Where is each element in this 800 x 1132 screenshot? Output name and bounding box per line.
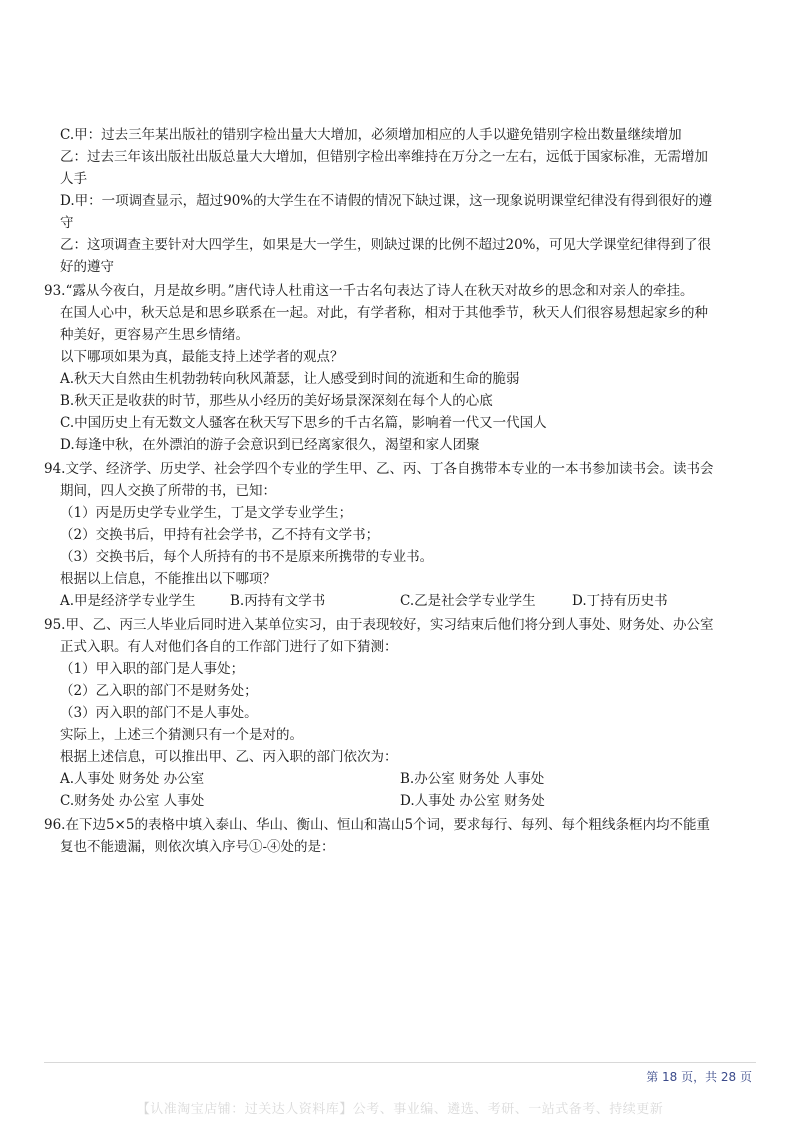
text-line: 正式入职。有人对他们各自的工作部门进行了如下猜测： <box>60 639 398 655</box>
watermark-text: 【认准淘宝店铺：过关达人资料库】公考、事业编、遴选、考研、一站式备考、持续更新 <box>136 1102 664 1117</box>
text-line: C.甲：过去三年某出版社的错别字检出量大大增加，必须增加相应的人手以避免错别字检出数量继续增加 <box>60 127 682 143</box>
text-line: A.秋天大自然由生机勃勃转向秋风萧瑟，让人感受到时间的流逝和生命的脆弱 <box>60 371 520 387</box>
question-95-options-row-2 <box>44 790 760 812</box>
option-c: C.乙是社会学专业学生 <box>400 593 536 609</box>
text-line: （3）交换书后，每个人所持有的书不是原来所携带的专业书。 <box>60 549 434 565</box>
page-content <box>44 124 760 858</box>
text-line: 守 <box>60 215 74 231</box>
question-93 <box>44 280 760 456</box>
option-d: D.丁持有历史书 <box>572 593 668 609</box>
question-92-continued <box>44 124 760 278</box>
text-line: 93.“露从今夜白，月是故乡明。”唐代诗人杜甫这一千古名句表达了诗人在秋天对故乡的思念和对亲人的牵挂。 <box>44 283 694 299</box>
text-line: 种美好，更容易产生思乡情绪。 <box>60 327 249 343</box>
option-a: A.甲是经济学专业学生 <box>60 593 196 609</box>
text-line: （1）丙是历史学专业学生，丁是文学专业学生； <box>60 505 353 521</box>
text-line: 以下哪项如果为真，最能支持上述学者的观点？ <box>60 349 344 365</box>
text-line: 人手 <box>60 171 87 187</box>
option-c: C.财务处 办公室 人事处 <box>60 793 205 809</box>
question-94 <box>44 458 760 590</box>
text-line: 96.在下边5×5的表格中填入泰山、华山、衡山、恒山和嵩山5个词，要求每行、每列、每个粗线条框内均不能重 <box>44 817 711 833</box>
text-line: 好的遵守 <box>60 259 114 275</box>
option-d: D.人事处 办公室 财务处 <box>400 793 545 809</box>
text-line: D.甲：一项调查显示，超过90%的大学生在不请假的情况下缺过课，这一现象说明课堂纪律没有得到很好的遵 <box>60 193 713 209</box>
text-line: 94.文学、经济学、历史学、社会学四个专业的学生甲、乙、丙、丁各自携带本专业的一本书参加读书会。读书会 <box>44 461 714 477</box>
page-number: 第 18 页，共 28 页 <box>646 1070 752 1084</box>
text-line: 乙：过去三年该出版社出版总量大大增加，但错别字检出率维持在万分之一左右，远低于国家标准，无需增加 <box>60 149 708 165</box>
text-line: （3）丙入职的部门不是人事处。 <box>60 705 258 721</box>
text-line: 实际上，上述三个猜测只有一个是对的。 <box>60 727 303 743</box>
option-b: B.办公室 财务处 人事处 <box>400 771 545 787</box>
text-line: 乙：这项调查主要针对大四学生，如果是大一学生，则缺过课的比例不超过20%，可见大学课堂纪律得到了很 <box>60 237 712 253</box>
text-line: 95.甲、乙、丙三人毕业后同时进入某单位实习，由于表现较好，实习结束后他们将分到人事处、财务处、办公室 <box>44 617 714 633</box>
text-line: D.每逢中秋，在外漂泊的游子会意识到已经离家很久，渴望和家人团聚 <box>60 437 480 453</box>
text-line: 在国人心中，秋天总是和思乡联系在一起。对此，有学者称，相对于其他季节，秋天人们很容易想起家乡的种 <box>60 305 708 321</box>
question-95 <box>44 614 760 768</box>
text-line: （1）甲入职的部门是人事处； <box>60 661 245 677</box>
text-line: （2）交换书后，甲持有社会学书，乙不持有文学书； <box>60 527 380 543</box>
option-b: B.丙持有文学书 <box>230 593 326 609</box>
question-95-options-row-1 <box>44 768 760 790</box>
text-line: 复也不能遗漏，则依次填入序号①-④处的是： <box>60 839 335 855</box>
question-94-options <box>44 590 760 612</box>
text-line: 根据上述信息，可以推出甲、乙、丙入职的部门依次为： <box>60 749 398 765</box>
footer-divider <box>44 1062 756 1063</box>
text-line: 根据以上信息，不能推出以下哪项？ <box>60 571 276 587</box>
option-a: A.人事处 财务处 办公室 <box>60 771 205 787</box>
text-line: C.中国历史上有无数文人骚客在秋天写下思乡的千古名篇，影响着一代又一代国人 <box>60 415 547 431</box>
text-line: B.秋天正是收获的时节，那些从小经历的美好场景深深刻在每个人的心底 <box>60 393 493 409</box>
text-line: （2）乙入职的部门不是财务处； <box>60 683 258 699</box>
text-line: 期间，四人交换了所带的书，已知： <box>60 483 276 499</box>
question-96 <box>44 814 760 858</box>
